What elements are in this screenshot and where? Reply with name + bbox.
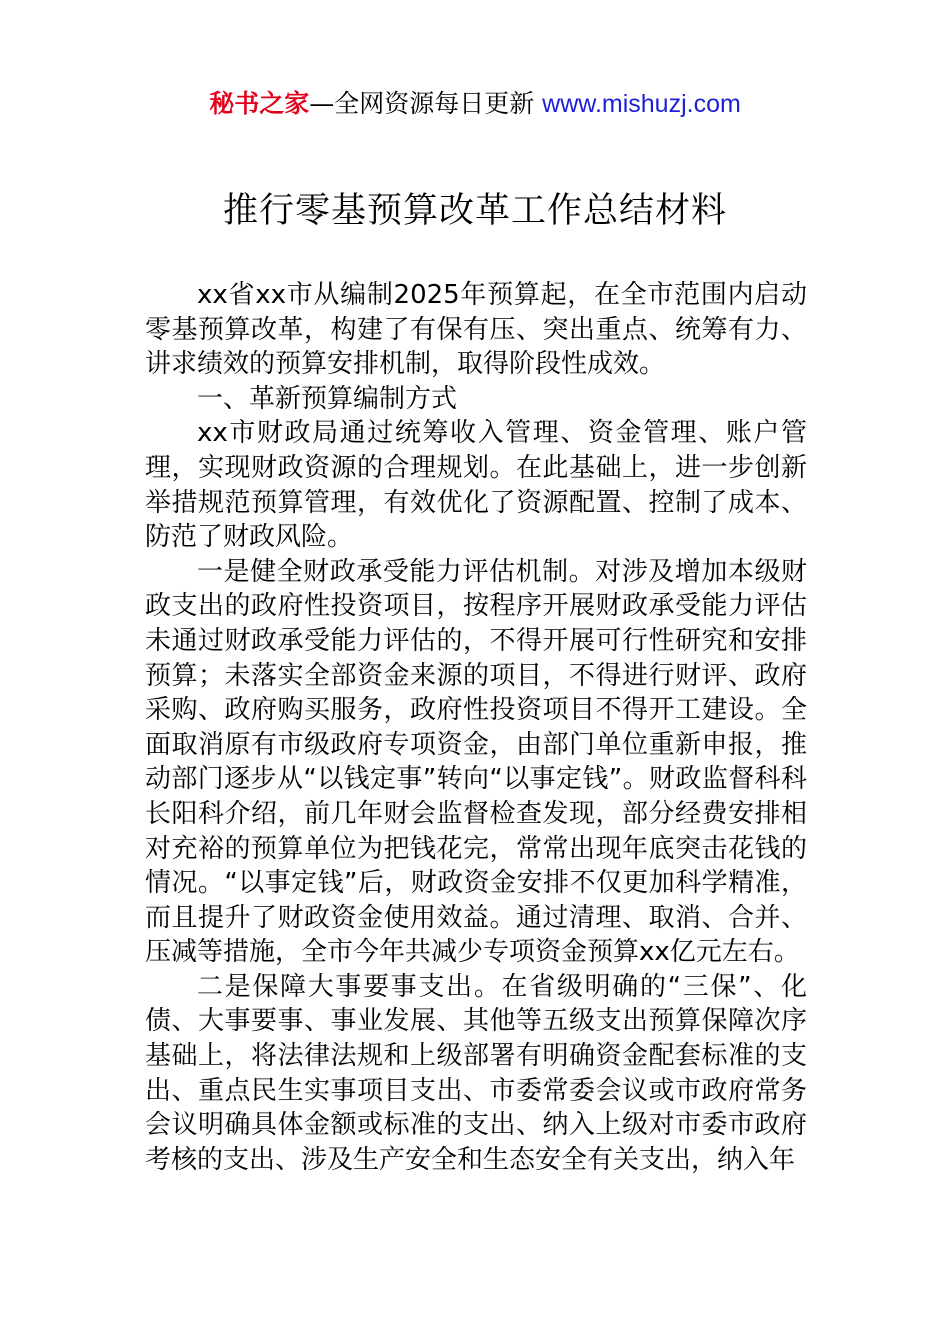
site-url-link[interactable]: www.mishuzj.com [542,90,741,118]
site-brand: 秘书之家 [209,89,310,118]
intro-paragraph: xx省xx市从编制2025年预算起，在全市范围内启动零基预算改革，构建了有保有压、突出重点、统筹有力、讲求绩效的预算安排机制，取得阶段性成效。 [145,280,807,380]
site-header [0,86,950,122]
site-tagline: —全网资源每日更新 [309,89,543,118]
body-paragraph: xx市财政局通过统筹收入管理、资金管理、账户管理，实现财政资源的合理规划。在此基础上，进一步创新举措规范预算管理，有效优化了资源配置、控制了成本、防范了财政风险。 [145,418,807,553]
body-paragraph: 一是健全财政承受能力评估机制。对涉及增加本级财政支出的政府性投资项目，按程序开展财政承受能力评估未通过财政承受能力评估的，不得开展可行性研究和安排预算；未落实全部资金来源的项目，不得进行财评、政府采购、政府购买服务，政府性投资项目不得开工建设。全面取消原有市级政府专项资金，由部门单位重新申报，推动部门逐步从“以钱定事”转向“以事定钱”。财政监督科科长阳科介绍，前几年财会监督检查发现，部分经费安排相对充裕的预算单位为把钱花完，常常出现年底突击花钱的情况。“以事定钱”后，财政资金安排不仅更加科学精准，而且提升了财政资金使用效益。通过清理、取消、合并、压减等措施，全市今年共减少专项资金预算xx亿元左右。 [145,556,807,968]
section-heading: 一、革新预算编制方式 [197,383,458,414]
body-paragraph: 二是保障大事要事支出。在省级明确的“三保”、化债、大事要事、事业发展、其他等五级支出预算保障次序基础上，将法律法规和上级部署有明确资金配套标准的支出、重点民生实事项目支出、市委常委会议或市政府常务会议明确具体金额或标准的支出、纳入上级对市委市政府考核的支出、涉及生产安全和生态安全有关支出，纳入年 [145,971,807,1175]
document-body [145,278,807,1177]
document-title: 推行零基预算改革工作总结材料 [222,191,727,231]
